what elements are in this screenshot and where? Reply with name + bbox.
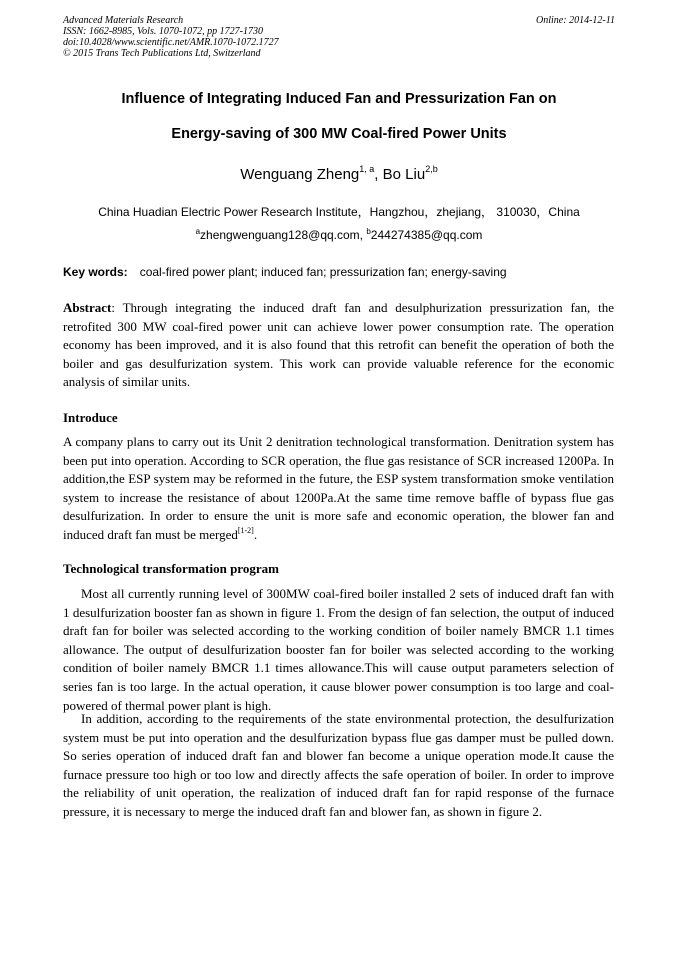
paper-title-line2: Energy-saving of 300 MW Coal-fired Power Units (171, 126, 507, 142)
introduce-heading: Introduce (63, 410, 118, 425)
issn-line: ISSN: 1662-8985, Vols. 1070-1072, pp 1727-1730 (63, 26, 263, 37)
email-list (40, 228, 638, 242)
paper-title-line1: Influence of Integrating Induced Fan and Pressurization Fan on (121, 91, 557, 107)
author-2: Bo Liu (382, 166, 426, 183)
author-1-affil: 1, a (359, 164, 375, 174)
email-a-marker: a (195, 227, 201, 236)
introduce-text: A company plans to carry out its Unit 2 denitration technological transformation. Denitration system has been put into operation. According to SCR operation, the flue gas resistance of SCR increased 1200Pa. In addition,the ESP system may be reformed in the future, the ESP system transformation smoke ventilation system to increase the resistance of about 1200Pa.At the same time remove baffle of bypass flue gas desulfurization. In order to ensure the unit is more safe and economic operation, the blower fan and induced draft fan must be merged (63, 434, 614, 542)
author-separator: , (374, 166, 383, 183)
affiliation: China Huadian Electric Power Research Institute，Hangzhou，zhejiang， 310030，China (98, 205, 580, 219)
abstract-text: : Through integrating the induced draft fan and desulphurization pressurization fan, the retrofited 300 MW coal-fired power unit can achieve lower power consumption rate. The operation economy has been improved, and it is also found that this retrofit can benefit the operation of both the boiler and gas desulfurization system. This work can provide valuable reference for the economic analysis of similar units. (63, 300, 614, 390)
email-b-marker: b (366, 227, 371, 236)
keywords-label: Key words: (63, 265, 128, 279)
technological-heading: Technological transformation program (63, 561, 279, 576)
journal-name: Advanced Materials Research (63, 15, 184, 26)
technological-paragraph-1: Most all currently running level of 300MW coal-fired boiler installed 2 sets of induced draft fan with 1 desulfurization booster fan as shown in figure 1. From the design of fan selection, the output of induced draft fan for boiler was selected according to the working condition of boiler namely BMCR 1.1 times allowance. The output of desulfurization booster fan for boiler was selected according to the working condition of boiler namely BMCR 1.1 times allowance.This will cause output parameters selection of series fan is too large. In the actual operation, it cause blower power consumption is too large and coal-powered of thermal power plant is high. (63, 586, 614, 713)
author-1: Wenguang Zheng (240, 166, 360, 183)
citation: [1-2] (237, 525, 254, 535)
author-list (40, 166, 638, 183)
technological-paragraph-2: In addition, according to the requirements of the state environmental protection, the desulfurization system must be put into operation and the desulfurization bypass flue gas damper must be pulled down. So series operation of induced draft fan and blower fan become a unique operation mode.It cause the furnace pressure too high or too low and directly affects the safe operation of boiler. In order to improve the reliability of unit operation, the realization of induced draft fan for rapid response of the furnace pressure, it is necessary to merge the induced draft fan and blower fan, as shown in figure 2. (63, 711, 614, 819)
introduce-end: . (253, 526, 258, 542)
journal-header (63, 15, 615, 59)
email-separator: , (359, 228, 367, 242)
keywords-text: coal-fired power plant; induced fan; pressurization fan; energy-saving (139, 265, 507, 279)
doi-line: doi:10.4028/www.scientific.net/AMR.1070-1072.1727 (63, 37, 279, 48)
introduce-paragraph (63, 433, 614, 545)
online-date: Online: 2014-12-11 (536, 15, 615, 26)
email-b: 244274385@qq.com (370, 228, 483, 242)
email-a: zhengwenguang128@qq.com (200, 228, 360, 242)
abstract (63, 299, 614, 392)
author-2-affil: 2,b (425, 164, 438, 174)
copyright-line: © 2015 Trans Tech Publications Ltd, Switzerland (63, 48, 261, 59)
abstract-label: Abstract (63, 300, 112, 315)
keywords (63, 265, 615, 279)
